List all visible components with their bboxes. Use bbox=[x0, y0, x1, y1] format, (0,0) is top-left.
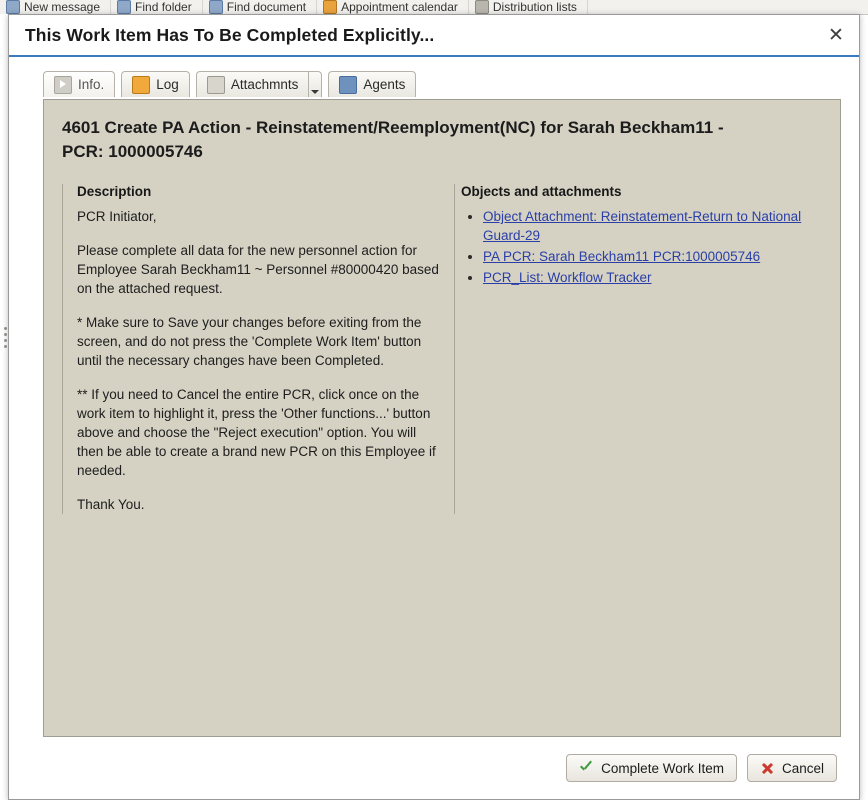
toolbar-item-label: Find folder bbox=[135, 0, 192, 14]
pcr-list-workflow-tracker-link[interactable]: PCR_List: Workflow Tracker bbox=[483, 270, 652, 285]
new-message-icon bbox=[6, 0, 20, 14]
close-x-icon bbox=[760, 761, 775, 776]
description-column bbox=[62, 184, 454, 514]
list-item bbox=[483, 268, 812, 287]
calendar-icon bbox=[323, 0, 337, 14]
distribution-lists-icon bbox=[475, 0, 489, 14]
list-item bbox=[483, 207, 812, 245]
tab-label: Log bbox=[156, 77, 179, 92]
tab-log[interactable] bbox=[121, 71, 190, 97]
tab-label: Agents bbox=[363, 77, 406, 92]
toolbar-item-label: New message bbox=[24, 0, 101, 14]
toolbar-item-label: Appointment calendar bbox=[341, 0, 458, 14]
cancel-button[interactable] bbox=[747, 754, 837, 782]
object-attachment-link[interactable]: Object Attachment: Reinstatement-Return to National Guard-29 bbox=[483, 209, 802, 243]
tab-attachments[interactable] bbox=[196, 71, 310, 97]
objects-title: Objects and attachments bbox=[461, 184, 622, 199]
work-item-heading: 4601 Create PA Action - Reinstatement/Reemployment(NC) for Sarah Beckham11 - PCR: 1000005746 bbox=[62, 118, 724, 161]
toolbar-item-label: Distribution lists bbox=[492, 0, 577, 14]
objects-and-attachments-column bbox=[454, 184, 822, 514]
description-paragraph: Please complete all data for the new personnel action for Employee Sarah Beckham11 ~ Personnel #80000420 based on the attached request. bbox=[77, 243, 443, 296]
description-paragraph: * Make sure to Save your changes before exiting from the screen, and do not press the 'Complete Work Item' button until the necessary changes have been Completed. bbox=[77, 315, 426, 368]
work-item-content-panel bbox=[43, 99, 841, 737]
description-title: Description bbox=[77, 184, 152, 199]
background-toolbar bbox=[0, 0, 868, 15]
pa-pcr-link[interactable]: PA PCR: Sarah Beckham11 PCR:1000005746 bbox=[483, 249, 761, 264]
cancel-label: Cancel bbox=[781, 760, 824, 776]
attachments-dropdown-chevron-down-icon[interactable] bbox=[309, 71, 322, 97]
toolbar-item-appointment-calendar[interactable] bbox=[317, 0, 469, 14]
agents-icon bbox=[339, 76, 357, 94]
tab-strip bbox=[9, 57, 859, 97]
toolbar-item-new-message[interactable] bbox=[0, 0, 111, 14]
find-folder-icon bbox=[117, 0, 131, 14]
info-play-icon bbox=[54, 76, 72, 94]
close-icon[interactable]: ✕ bbox=[828, 24, 844, 46]
description-paragraph: Thank You. bbox=[77, 497, 145, 512]
dialog-title: This Work Item Has To Be Completed Explicitly... bbox=[25, 24, 435, 45]
check-icon bbox=[579, 761, 594, 776]
tab-label: Info. bbox=[78, 77, 105, 92]
dialog-footer bbox=[9, 737, 859, 799]
tab-agents[interactable] bbox=[328, 71, 416, 97]
toolbar-item-find-document[interactable] bbox=[203, 0, 317, 14]
tab-attachments-group bbox=[196, 71, 323, 97]
description-paragraph: ** If you need to Cancel the entire PCR, click once on the work item to highlight it, press the 'Other functions...' button above and choose the "Reject execution" option. You will then be able to create a brand new PCR on this Employee if needed. bbox=[77, 387, 440, 478]
toolbar-item-distribution-lists[interactable] bbox=[469, 0, 588, 14]
complete-work-item-button[interactable] bbox=[566, 754, 737, 782]
toolbar-item-label: Find document bbox=[226, 0, 307, 14]
list-item bbox=[483, 247, 812, 266]
description-paragraph: PCR Initiator, bbox=[77, 209, 157, 224]
dialog-titlebar bbox=[9, 15, 859, 57]
log-icon bbox=[132, 76, 150, 94]
tab-label: Attachmnts bbox=[230, 77, 299, 92]
content-columns bbox=[62, 184, 822, 514]
attachments-icon bbox=[207, 76, 225, 94]
object-attachment-list bbox=[461, 207, 812, 287]
work-item-dialog bbox=[8, 14, 860, 800]
toolbar-item-find-folder[interactable] bbox=[111, 0, 203, 14]
tab-info[interactable] bbox=[43, 71, 115, 97]
find-document-icon bbox=[209, 0, 223, 14]
complete-work-item-label: Complete Work Item bbox=[601, 760, 724, 776]
